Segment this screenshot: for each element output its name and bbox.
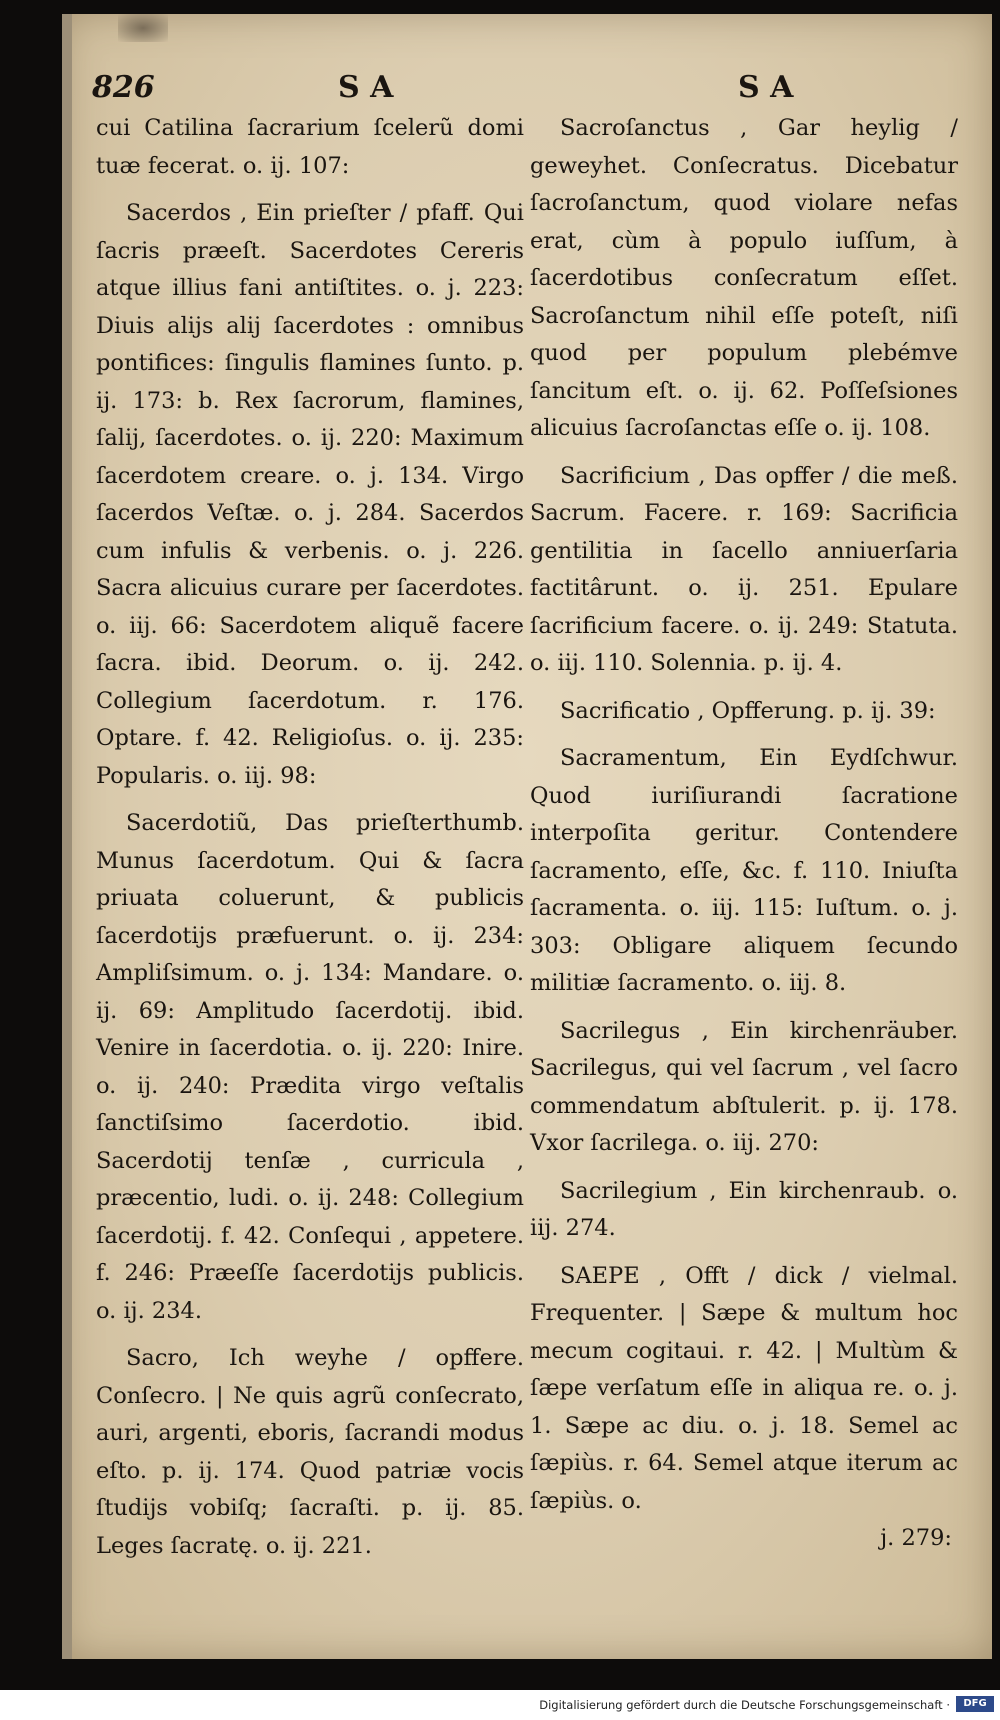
digitization-footer bbox=[0, 1690, 1000, 1720]
entry-saepe: SAEPE , Offt / dick / vielmal. Frequenter. | Sæpe & multum hoc mecum cogitaui. r. 42. | Multùm & ſæpe verſatum eſſe in aliqua re. o. j. 1. Sæpe ac diu. o. j. 18. Semel ac ſæpiùs. r. 64. Semel atque iterum ac ſæpiùs. o. bbox=[530, 1262, 958, 1514]
entry-sacrilegus: Sacrilegus , Ein kirchenräuber. Sacrilegus, qui vel ſacrum , vel ſacro commendatum abſtulerit. p. ij. 178. Vxor ſacrilega. o. iij. 270: bbox=[530, 1017, 958, 1156]
entry-sacerdos: Sacerdos , Ein prieſter / pfaff. Qui ſacris præeſt. Sacerdotes Cereris atque illius fani antiſtites. o. j. 223: Diuis alijs alij ſacerdotes : omnibus pontifices: ſingulis flamines ſunto. p. ij. 173: b. Rex ſacrorum, flamines, ſalij, ſacerdotes. o. ij. 220: Maximum ſacerdotem creare. o. j. 134. Virgo ſacerdos Veſtæ. o. j. 284. Sacerdos cum infulis & verbenis. o. j. 226. Sacra alicuius curare per ſacerdotes. o. iij. 66: Sacerdotem aliquẽ facere ſacra. ibid. Deorum. o. ij. 242. Collegium ſacerdotum. r. 176. Optare. f. 42. Religioſus. o. ij. 235: Popularis. o. iij. 98: bbox=[96, 200, 524, 789]
entry-sacro: Sacro, Ich weyhe / opffere. Conſecro. | Ne quis agrũ conſecrato, auri, argenti, eboris, ſacrandi modus eſto. p. ij. 174. Quod patriæ vocis ſtudijs vobiſq; ſacraſti. p. ij. 85. Leges ſacratę. o. ij. 221. bbox=[96, 1345, 524, 1559]
running-head-left: S A bbox=[338, 70, 394, 105]
right-column bbox=[530, 110, 958, 1558]
funding-credit: Digitalisierung gefördert durch die Deutsche Forschungsgemeinschaft · bbox=[539, 1698, 950, 1712]
entry-sacerdotium: Sacerdotiũ, Das prieſterthumb. Munus ſacerdotum. Qui & ſacra priuata coluerunt, & publicis ſacerdotijs præfuerunt. o. ij. 234: Ampliſsimum. o. j. 134: Mandare. o. ij. 69: Amplitudo ſacerdotij. ibid. Venire in ſacerdotia. o. ij. 220: Inire. o. ij. 240: Prædita virgo veſtalis ſanctiſsimo ſacerdotio. ibid. Sacerdotij tenſæ , curricula , præcentio, ludi. o. ij. 248: Collegium ſacerdotij. f. 42. Conſequi , appetere. f. 246: Præeſſe ſacerdotijs publicis. o. ij. 234. bbox=[96, 810, 524, 1324]
entry-continuation: cui Catilina ſacrarium ſcelerũ domi tuæ fecerat. o. ij. 107: bbox=[96, 115, 524, 179]
dfg-logo-icon: DFG bbox=[956, 1696, 994, 1712]
page-number: 826 bbox=[92, 70, 155, 105]
ink-stain bbox=[118, 14, 168, 42]
entry-sacrificatio: Sacrificatio , Opfferung. p. ij. 39: bbox=[560, 697, 936, 724]
running-head-right: S A bbox=[738, 70, 794, 105]
entry-sacrosanctus: Sacroſanctus , Gar heylig / geweyhet. Conſecratus. Dicebatur ſacroſanctum, quod violare nefas erat, cùm à populo iuſſum, à ſacerdotibus conſecratum eſſet. Sacroſanctum nihil eſſe poteſt, niſi quod per populum plebémve ſancitum eſt. o. ij. 62. Poſſeſsiones alicuius ſacroſanctas eſſe o. ij. 108. bbox=[530, 115, 958, 441]
entry-sacrilegium: Sacrilegium , Ein kirchenraub. o. iij. 274. bbox=[530, 1177, 958, 1241]
left-column bbox=[96, 110, 524, 1565]
entry-sacrificium: Sacrificium , Das opffer / die meß. Sacrum. Facere. r. 169: Sacrificia gentilitia in ſacello anniuerſaria factitârunt. o. ij. 251. Epulare ſacrificium facere. o. ij. 249: Statuta. o. iij. 110. Solennia. p. ij. 4. bbox=[530, 462, 958, 676]
entry-sacramentum: Sacramentum, Ein Eydſchwur. Quod iuriſiurandi ſacratione interpoſita geritur. Contendere ſacramento, eſſe, &c. f. 110. Iniuſta ſacramenta. o. iij. 115: Iuſtum. o. j. 303: Obligare aliquem ſecundo militiæ ſacramento. o. iij. 8. bbox=[530, 745, 958, 996]
catchword: j. 279: bbox=[880, 1525, 952, 1551]
